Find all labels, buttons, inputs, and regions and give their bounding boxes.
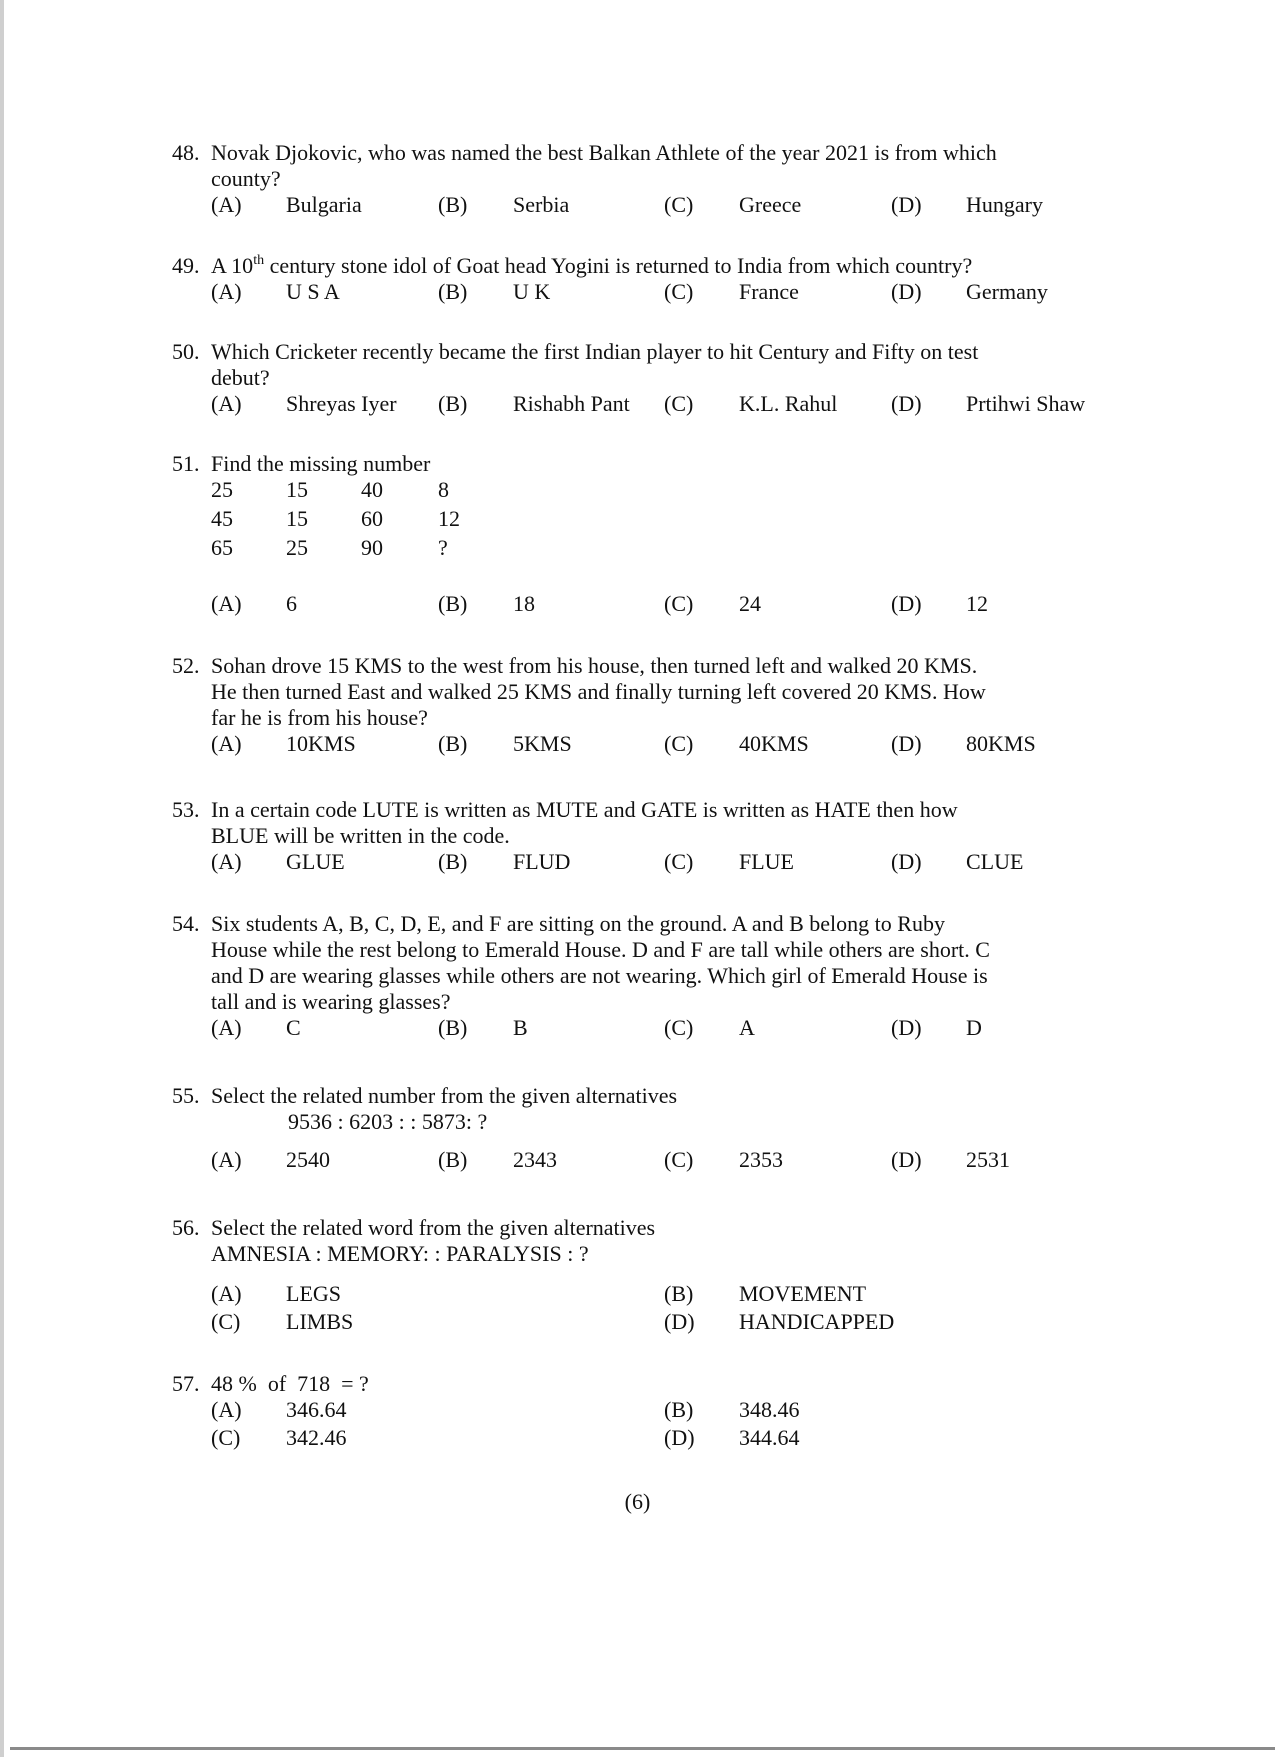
option-c-text: 40KMS bbox=[739, 731, 809, 756]
option-a-text: Bulgaria bbox=[286, 192, 362, 217]
option-d-label: (D) bbox=[891, 1015, 922, 1040]
question-text-cont: He then turned East and walked 25 KMS and finally turning left covered 20 KMS. How bbox=[211, 679, 986, 704]
question-text: A 10th century stone idol of Goat head Yogini is returned to India from which country? bbox=[211, 253, 973, 278]
option-d-label: (D) bbox=[891, 731, 922, 756]
option-b-label: (B) bbox=[438, 1147, 468, 1172]
grid-cell: 60 bbox=[361, 506, 383, 531]
option-b-label: (B) bbox=[438, 1015, 468, 1040]
question-56 bbox=[172, 1215, 1117, 1337]
option-b-text: 2343 bbox=[513, 1147, 557, 1172]
option-b-label: (B) bbox=[664, 1281, 694, 1306]
option-b-label: (B) bbox=[438, 731, 468, 756]
grid-cell: 45 bbox=[211, 506, 233, 531]
number-grid bbox=[211, 477, 1117, 564]
option-c-text: FLUE bbox=[739, 849, 794, 874]
question-55 bbox=[172, 1083, 1117, 1175]
option-c-text: LIMBS bbox=[286, 1309, 354, 1334]
question-48 bbox=[172, 140, 1117, 220]
option-c-label: (C) bbox=[211, 1309, 241, 1334]
question-number: 51. bbox=[172, 451, 200, 476]
option-b-label: (B) bbox=[664, 1397, 694, 1422]
question-52 bbox=[172, 653, 1117, 759]
option-a-label: (A) bbox=[211, 591, 242, 616]
option-c-label: (C) bbox=[664, 391, 694, 416]
option-c-label: (C) bbox=[664, 849, 694, 874]
option-c-label: (C) bbox=[664, 591, 694, 616]
question-text-cont: debut? bbox=[211, 365, 270, 390]
options-row bbox=[211, 849, 1117, 877]
question-text: Which Cricketer recently became the first Indian player to hit Century and Fifty on test bbox=[211, 339, 979, 364]
options-row bbox=[211, 591, 1117, 619]
question-number: 48. bbox=[172, 140, 200, 165]
option-c-text: K.L. Rahul bbox=[739, 391, 838, 416]
option-c-label: (C) bbox=[664, 192, 694, 217]
option-a-label: (A) bbox=[211, 1397, 242, 1422]
grid-cell: 90 bbox=[361, 535, 383, 560]
option-a-text: 10KMS bbox=[286, 731, 356, 756]
question-text: Select the related word from the given alternatives bbox=[211, 1215, 656, 1240]
option-b-text: FLUD bbox=[513, 849, 571, 874]
option-c-label: (C) bbox=[664, 279, 694, 304]
option-a-text: 346.64 bbox=[286, 1397, 347, 1422]
option-b-text: 18 bbox=[513, 591, 535, 616]
option-d-label: (D) bbox=[664, 1309, 695, 1334]
option-c-label: (C) bbox=[211, 1425, 241, 1450]
grid-row bbox=[211, 535, 1117, 564]
option-c-text: 24 bbox=[739, 591, 761, 616]
options-row bbox=[211, 1147, 1117, 1175]
question-text-cont: and D are wearing glasses while others are not wearing. Which girl of Emerald House is bbox=[211, 963, 988, 988]
option-a-text: LEGS bbox=[286, 1281, 341, 1306]
option-a-label: (A) bbox=[211, 1281, 242, 1306]
option-d-text: D bbox=[966, 1015, 982, 1040]
option-d-text: 2531 bbox=[966, 1147, 1010, 1172]
question-number: 50. bbox=[172, 339, 200, 364]
question-text: Novak Djokovic, who was named the best Balkan Athlete of the year 2021 is from which bbox=[211, 140, 997, 165]
options-row bbox=[211, 1397, 1117, 1425]
option-d-text: 12 bbox=[966, 591, 988, 616]
option-d-label: (D) bbox=[891, 192, 922, 217]
question-number: 53. bbox=[172, 797, 200, 822]
question-text: Sohan drove 15 KMS to the west from his house, then turned left and walked 20 KMS. bbox=[211, 653, 978, 678]
option-a-text: 2540 bbox=[286, 1147, 330, 1172]
option-b-label: (B) bbox=[438, 279, 468, 304]
question-text-cont: BLUE will be written in the code. bbox=[211, 823, 510, 848]
question-57 bbox=[172, 1371, 1117, 1453]
option-a-text: U S A bbox=[286, 279, 340, 304]
question-text-cont: tall and is wearing glasses? bbox=[211, 989, 451, 1014]
question-text-cont: county? bbox=[211, 166, 281, 191]
option-b-text: Rishabh Pant bbox=[513, 391, 630, 416]
options-row bbox=[211, 279, 1117, 307]
options-row bbox=[211, 1281, 1117, 1309]
option-c-text: Greece bbox=[739, 192, 802, 217]
options-row bbox=[211, 391, 1117, 419]
option-a-label: (A) bbox=[211, 391, 242, 416]
page-number: (6) bbox=[624, 1489, 651, 1514]
option-c-text: France bbox=[739, 279, 799, 304]
question-analogy: AMNESIA : MEMORY: : PARALYSIS : ? bbox=[211, 1241, 589, 1266]
grid-cell: 15 bbox=[286, 477, 308, 502]
option-a-text: GLUE bbox=[286, 849, 345, 874]
option-b-label: (B) bbox=[438, 591, 468, 616]
grid-cell: 15 bbox=[286, 506, 308, 531]
option-d-label: (D) bbox=[891, 591, 922, 616]
option-b-label: (B) bbox=[438, 849, 468, 874]
option-a-label: (A) bbox=[211, 1147, 242, 1172]
question-text-cont: House while the rest belong to Emerald House. D and F are tall while others are short. C bbox=[211, 937, 990, 962]
option-a-text: Shreyas Iyer bbox=[286, 391, 397, 416]
option-d-text: Germany bbox=[966, 279, 1048, 304]
question-50 bbox=[172, 339, 1117, 419]
question-49 bbox=[172, 253, 1117, 307]
options-row bbox=[211, 1015, 1117, 1043]
option-b-text: Serbia bbox=[513, 192, 570, 217]
option-a-label: (A) bbox=[211, 1015, 242, 1040]
question-text-cont: far he is from his house? bbox=[211, 705, 428, 730]
grid-cell: ? bbox=[438, 535, 448, 560]
question-51 bbox=[172, 451, 1117, 619]
option-b-text: 5KMS bbox=[513, 731, 572, 756]
grid-cell: 65 bbox=[211, 535, 233, 560]
option-a-label: (A) bbox=[211, 849, 242, 874]
option-c-text: 2353 bbox=[739, 1147, 783, 1172]
option-d-text: 344.64 bbox=[739, 1425, 800, 1450]
option-d-text: 80KMS bbox=[966, 731, 1036, 756]
option-c-label: (C) bbox=[664, 1147, 694, 1172]
options-row bbox=[211, 1309, 1117, 1337]
option-b-label: (B) bbox=[438, 391, 468, 416]
question-text: Find the missing number bbox=[211, 451, 431, 476]
question-number: 55. bbox=[172, 1083, 200, 1108]
question-number: 57. bbox=[172, 1371, 200, 1396]
grid-cell: 25 bbox=[286, 535, 308, 560]
question-number: 56. bbox=[172, 1215, 200, 1240]
option-d-label: (D) bbox=[891, 849, 922, 874]
question-text: Six students A, B, C, D, E, and F are sitting on the ground. A and B belong to Ruby bbox=[211, 911, 945, 936]
question-number: 54. bbox=[172, 911, 200, 936]
option-d-label: (D) bbox=[891, 1147, 922, 1172]
question-number: 52. bbox=[172, 653, 200, 678]
option-a-text: 6 bbox=[286, 591, 297, 616]
question-text: 48 % of 718 = ? bbox=[211, 1371, 369, 1396]
option-a-label: (A) bbox=[211, 192, 242, 217]
option-c-label: (C) bbox=[664, 1015, 694, 1040]
grid-cell: 40 bbox=[361, 477, 383, 502]
options-row bbox=[211, 1425, 1117, 1453]
question-54 bbox=[172, 911, 1117, 1043]
options-row bbox=[211, 192, 1117, 220]
option-b-label: (B) bbox=[438, 192, 468, 217]
option-d-text: Prtihwi Shaw bbox=[966, 391, 1086, 416]
option-b-text: U K bbox=[513, 279, 551, 304]
grid-row bbox=[211, 477, 1117, 506]
option-b-text: 348.46 bbox=[739, 1397, 800, 1422]
question-text: Select the related number from the given alternatives bbox=[211, 1083, 678, 1108]
option-a-text: C bbox=[286, 1015, 301, 1040]
question-53 bbox=[172, 797, 1117, 877]
question-text: In a certain code LUTE is written as MUTE and GATE is written as HATE then how bbox=[211, 797, 958, 822]
option-d-text: Hungary bbox=[966, 192, 1043, 217]
option-a-label: (A) bbox=[211, 731, 242, 756]
option-c-label: (C) bbox=[664, 731, 694, 756]
grid-cell: 8 bbox=[438, 477, 449, 502]
question-number: 49. bbox=[172, 253, 200, 278]
option-d-label: (D) bbox=[664, 1425, 695, 1450]
option-c-text: A bbox=[739, 1015, 755, 1040]
option-d-label: (D) bbox=[891, 391, 922, 416]
option-a-label: (A) bbox=[211, 279, 242, 304]
grid-row bbox=[211, 506, 1117, 535]
option-d-label: (D) bbox=[891, 279, 922, 304]
question-analogy: 9536 : 6203 : : 5873: ? bbox=[288, 1109, 488, 1134]
options-row bbox=[211, 731, 1117, 759]
option-c-text: 342.46 bbox=[286, 1425, 347, 1450]
option-d-text: HANDICAPPED bbox=[739, 1309, 895, 1334]
grid-cell: 12 bbox=[438, 506, 460, 531]
grid-cell: 25 bbox=[211, 477, 233, 502]
option-b-text: B bbox=[513, 1015, 528, 1040]
bottom-rule bbox=[10, 1747, 1275, 1750]
option-b-text: MOVEMENT bbox=[739, 1281, 867, 1306]
option-d-text: CLUE bbox=[966, 849, 1024, 874]
